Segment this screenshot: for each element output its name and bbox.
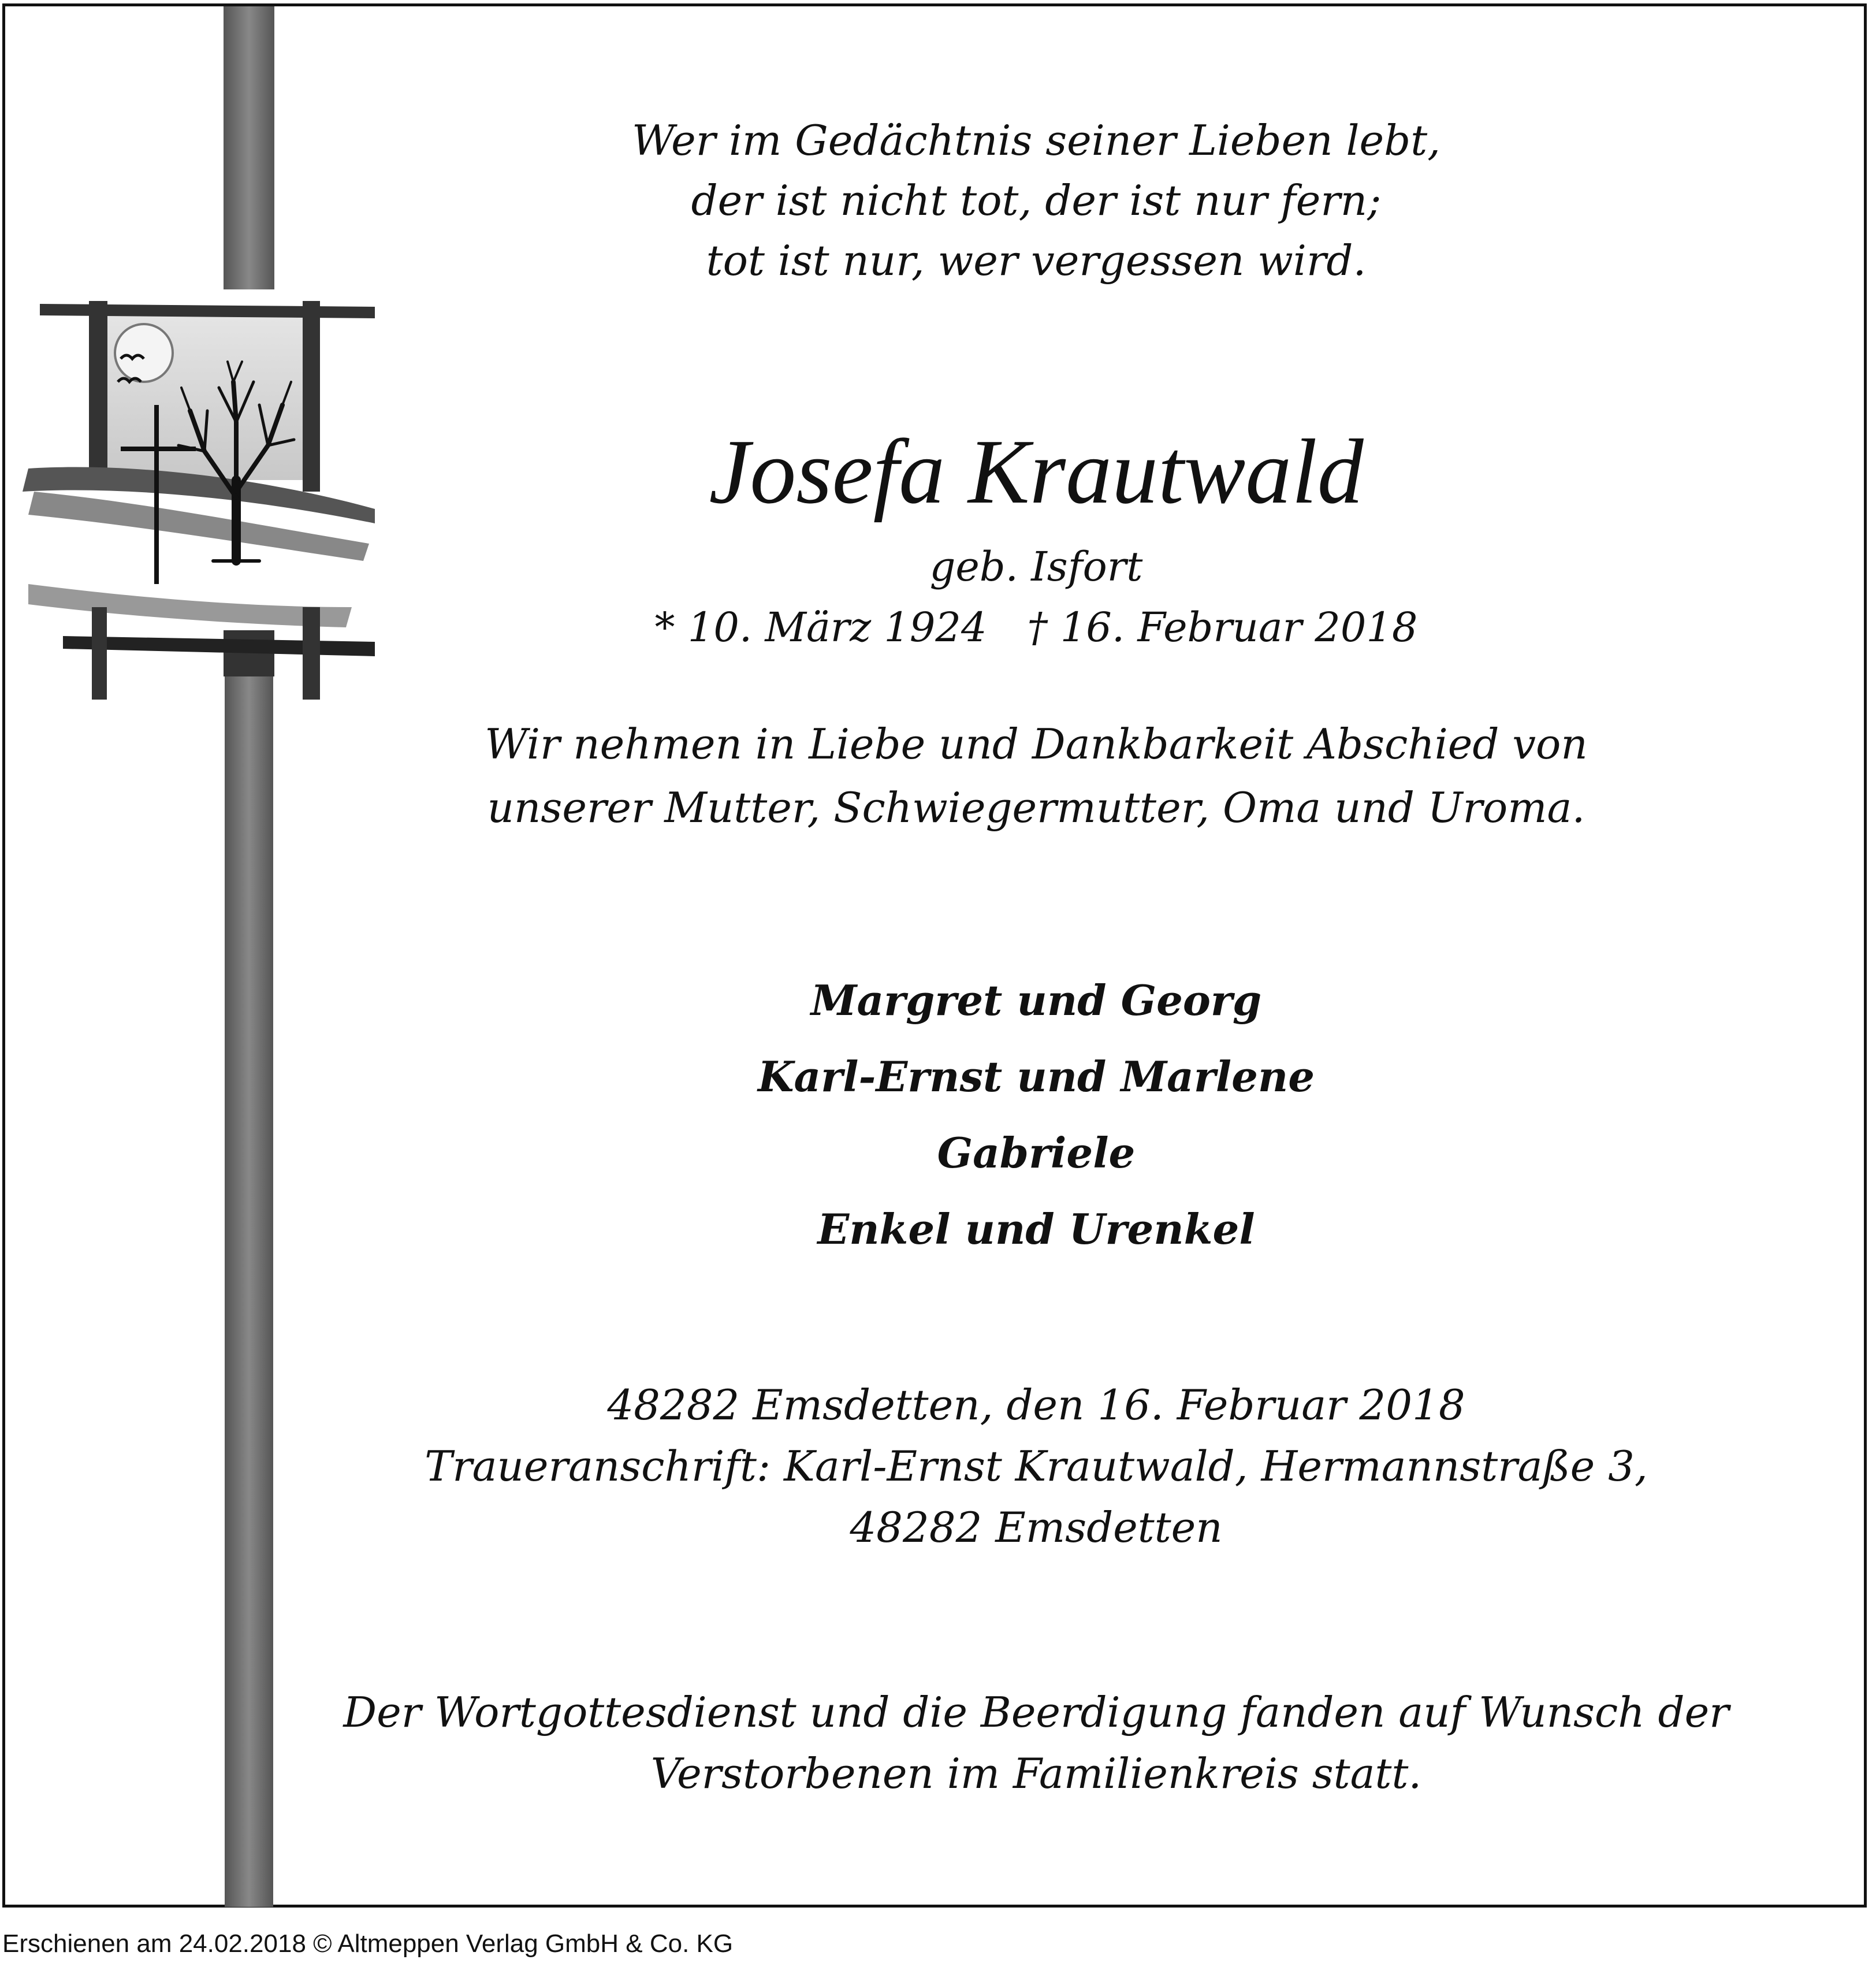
memorial-artwork bbox=[5, 6, 410, 1910]
farewell-line: unserer Mutter, Schwiegermutter, Oma und Uroma. bbox=[487, 783, 1585, 832]
address-line: Traueranschrift: Karl-Ernst Krautwald, Hermannstraße 3, bbox=[425, 1442, 1648, 1490]
place-date: 48282 Emsdetten, den 16. Februar 2018 bbox=[607, 1381, 1465, 1429]
memorial-quote bbox=[329, 110, 1744, 291]
birth-date: * 10. März 1924 bbox=[654, 604, 987, 651]
death-date: † 16. Februar 2018 bbox=[1027, 604, 1418, 651]
service-line: Verstorbenen im Familienkreis statt. bbox=[650, 1749, 1422, 1798]
mourner: Margret und Georg bbox=[810, 976, 1262, 1025]
service-note bbox=[329, 1682, 1744, 1804]
mourner: Enkel und Urenkel bbox=[817, 1204, 1255, 1254]
deceased-name: Josefa Krautwald bbox=[709, 420, 1364, 523]
publication-footer: Erschienen am 24.02.2018 © Altmeppen Verlag GmbH & Co. KG bbox=[2, 1929, 734, 1958]
mourners-list bbox=[329, 962, 1744, 1267]
mourner: Karl-Ernst und Marlene bbox=[757, 1052, 1315, 1101]
quote-line: tot ist nur, wer vergessen wird. bbox=[706, 236, 1367, 285]
picture-frame bbox=[23, 301, 375, 700]
service-line: Der Wortgottesdienst und die Beerdigung fanden auf Wunsch der bbox=[343, 1688, 1729, 1737]
farewell-line: Wir nehmen in Liebe und Dankbarkeit Abschied von bbox=[485, 720, 1588, 768]
obituary-notice bbox=[2, 3, 1867, 1908]
quote-line: Wer im Gedächtnis seiner Lieben lebt, bbox=[631, 116, 1441, 165]
birth-name: geb. Isfort bbox=[929, 543, 1143, 590]
farewell-text bbox=[329, 712, 1744, 839]
quote-line: der ist nicht tot, der ist nur fern; bbox=[691, 176, 1382, 225]
life-dates bbox=[329, 598, 1744, 656]
vertical-stripe bbox=[224, 6, 274, 1907]
mourner: Gabriele bbox=[937, 1128, 1136, 1177]
moon-icon bbox=[115, 324, 173, 382]
mourning-address bbox=[329, 1374, 1744, 1558]
address-line: 48282 Emsdetten bbox=[850, 1503, 1223, 1552]
